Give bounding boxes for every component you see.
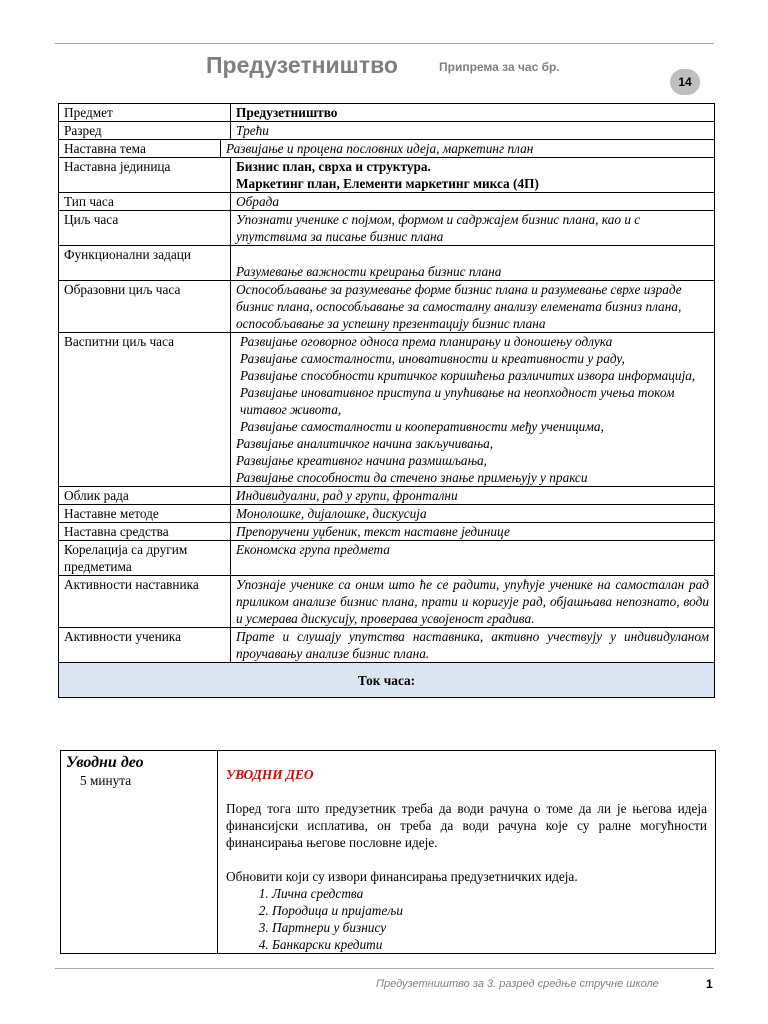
- table-row: [59, 523, 715, 541]
- label-cell: Разред: [59, 122, 231, 140]
- table-row: [59, 193, 715, 211]
- label-cell: Функционални задаци: [59, 246, 231, 281]
- page-subtitle: Припрема за час бр.: [439, 60, 560, 74]
- label-cell: Корелација са другим предметима: [59, 541, 231, 576]
- table-row: [59, 576, 715, 628]
- value-cell: [231, 333, 715, 487]
- section-title: Уводни део: [66, 754, 144, 771]
- unit-line-1: Бизнис план, сврха и структура.: [236, 159, 431, 174]
- value-cell: Предузетништво: [231, 104, 715, 122]
- label-cell: Образовни циљ часа: [59, 281, 231, 333]
- goal-item: Развијање способности критичког коришћења различитих извора информација,: [240, 368, 696, 383]
- value-cell: Разумевање важности креирања бизнис плана: [231, 246, 715, 281]
- lesson-plan-table: [58, 103, 715, 698]
- table-row: [59, 104, 715, 122]
- table-row: [59, 487, 715, 505]
- label-cell: Активности наставника: [59, 576, 231, 628]
- label-cell: Облик рада: [59, 487, 231, 505]
- section-duration: 5 минута: [80, 773, 132, 788]
- goal-item: Развијање иновативног приступа и упућивање на неопходност учења током читавог живота,: [240, 385, 675, 417]
- goal-item: Развијање самосталности и кооперативности међу ученицима,: [240, 419, 604, 434]
- goal-item: Развијање самосталности, иновативности и креативности у раду,: [240, 351, 625, 366]
- label-cell: Наставне методе: [59, 505, 231, 523]
- intro-paragraph: Поред тога што предузетник треба да води рачуна о томе да ли је његова идеја финансијски исплатива, он треба да води рачуна које су ралне могућности финансирања његове пословне идеје.: [226, 801, 707, 850]
- value-cell: Упознати ученике с појмом, формом и садржајем бизнис плана, као и с упутствима за писање бизнис плана: [231, 211, 715, 246]
- lesson-number-badge: 14: [670, 69, 700, 95]
- list-item: 4. Банкарски кредити: [272, 936, 707, 953]
- value-cell: Монолошке, дијалошке, дискусија: [231, 505, 715, 523]
- label-cell: Тип часа: [59, 193, 231, 211]
- table-row: [59, 663, 715, 698]
- footer-text: Предузетништво за 3. разред средње стручне школе: [376, 978, 659, 990]
- table-row: [59, 505, 715, 523]
- label-cell: Циљ часа: [59, 211, 231, 246]
- table-row: [59, 333, 715, 487]
- section-content-cell: [218, 751, 716, 954]
- table-row: [59, 158, 715, 193]
- label-cell: Предмет: [59, 104, 231, 122]
- value-cell: Упознаје ученике са оним што ће се радити, упућује ученике на самосталан рад приликом анализе бизнис плана, прати и коригује рад, објашњава непознато, води и усмерава дискусију, проверава усвојеност градива.: [231, 576, 715, 628]
- header-rule: [55, 43, 714, 44]
- funding-sources-list: [226, 885, 707, 953]
- value-cell: Препоручени уџбеник, текст наставне јединице: [231, 523, 715, 541]
- unit-line-2: Маркетинг план, Елементи маркетинг микса (4П): [236, 176, 539, 191]
- intro-section-table: [60, 750, 716, 954]
- label-cell: Наставна средства: [59, 523, 231, 541]
- page-number: 1: [706, 977, 713, 991]
- goal-item: Развијање оговорног односа према планирању и доношењу одлука: [240, 334, 613, 349]
- label-cell: Наставна тема: [59, 140, 221, 157]
- table-row: [59, 140, 715, 158]
- table-row: [61, 751, 716, 954]
- table-row: [59, 541, 715, 576]
- goal-item: Развијање способности да стечено знање примењују у пракси: [236, 470, 588, 485]
- goal-item: Развијање аналитичког начина закључивања,: [236, 436, 494, 451]
- label-cell: Васпитни циљ часа: [59, 333, 231, 487]
- list-item: 2. Породица и пријатељи: [272, 902, 707, 919]
- value-cell: Индивидуални, рад у групи, фронтални: [231, 487, 715, 505]
- intro-heading: УВОДНИ ДЕО: [226, 767, 314, 782]
- value-cell: Обрада: [231, 193, 715, 211]
- list-item: 3. Партнери у бизнису: [272, 919, 707, 936]
- intro-paragraph: Обновити који су извори финансирања предузетничких идеја.: [226, 869, 578, 884]
- page-title: Предузетништво: [206, 52, 398, 78]
- value-cell: Економска група предмета: [231, 541, 715, 576]
- value-cell: Оспособљавање за разумевање форме бизнис плана и разумевање сврхе израде бизнис плана, оспособљавање за самосталну анализу елемената бизниз плана, оспособљавање за успешну презентацију бизнис плана: [231, 281, 715, 333]
- list-item: 1. Лична средства: [272, 885, 707, 902]
- table-row: [59, 628, 715, 663]
- goal-item: Развијање креативног начина размишљања,: [236, 453, 488, 468]
- footer-rule: [55, 968, 714, 969]
- label-cell: Активности ученика: [59, 628, 231, 663]
- value-cell: Трећи: [231, 122, 715, 140]
- value-cell: Развијање и процена пословних идеја, маркетинг план: [226, 141, 534, 156]
- table-row: [59, 246, 715, 281]
- value-cell: [231, 158, 715, 193]
- value-cell: Прате и слушају упутства наставника, активно учествују у индивидуланом проучавању анализе бизнис плана.: [231, 628, 715, 663]
- table-row: [59, 281, 715, 333]
- table-row: [59, 211, 715, 246]
- lesson-flow-heading: Ток часа:: [59, 663, 715, 698]
- label-cell: Наставна јединица: [59, 158, 231, 193]
- section-label-cell: [61, 751, 218, 954]
- table-row: [59, 122, 715, 140]
